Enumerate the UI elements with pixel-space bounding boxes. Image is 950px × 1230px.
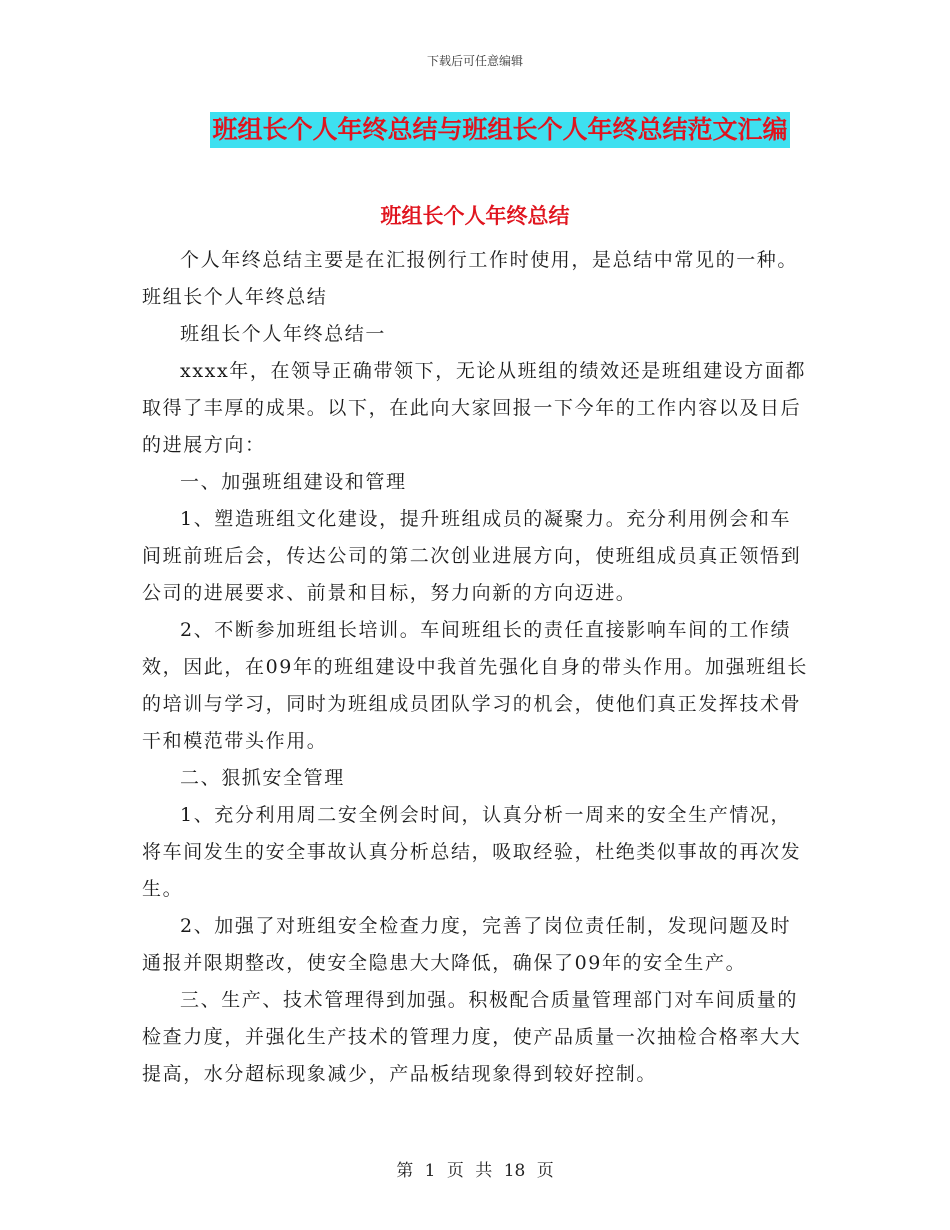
header-note: 下载后可任意编辑 bbox=[426, 54, 523, 68]
document-body bbox=[142, 242, 810, 1093]
paragraph-section-three: 三、生产、技术管理得到加强。积极配合质量管理部门对车间质量的检查力度，并强化生产技术的管理力度，使产品质量一次抽检合格率大大提高，水分超标现象减少，产品板结现象得到较好控制。 bbox=[142, 989, 802, 1085]
paragraph-intro: 个人年终总结主要是在汇报例行工作时使用，是总结中常见的一种。班组长个人年终总结 bbox=[142, 249, 799, 308]
document-title: 班组长个人年终总结与班组长个人年终总结范文汇编 bbox=[210, 112, 789, 148]
paragraph-section-two-heading: 二、狠抓安全管理 bbox=[180, 767, 345, 789]
paragraph-heading-part-one: 班组长个人年终总结一 bbox=[180, 323, 387, 345]
title-container bbox=[0, 112, 950, 148]
paragraph-item: 2、加强了对班组安全检查力度，完善了岗位责任制，发现问题及时通报并限期整改，使安全隐患大大降低，确保了09年的安全生产。 bbox=[142, 915, 792, 974]
paragraph-item: 1、塑造班组文化建设，提升班组成员的凝聚力。充分利用例会和车间班前班后会，传达公司的第二次创业进展方向，使班组成员真正领悟到公司的进展要求、前景和目标，努力向新的方向迈进。 bbox=[142, 508, 802, 604]
paragraph-item: 2、不断参加班组长培训。车间班组长的责任直接影响车间的工作绩效，因此，在09年的班组建设中我首先强化自身的带头作用。加强班组长的培训与学习，同时为班组成员团队学习的机会，使他们真正发挥技术骨干和模范带头作用。 bbox=[142, 619, 808, 752]
paragraph-item: 1、充分利用周二安全例会时间，认真分析一周来的安全生产情况，将车间发生的安全事故认真分析总结，吸取经验，杜绝类似事故的再次发生。 bbox=[142, 804, 802, 900]
paragraph-section-one-heading: 一、加强班组建设和管理 bbox=[180, 471, 407, 493]
section-title: 班组长个人年终总结 bbox=[380, 204, 570, 228]
paragraph-overview: xxxx年，在领导正确带领下，无论从班组的绩效还是班组建设方面都取得了丰厚的成果。以下，在此向大家回报一下今年的工作内容以及日后的进展方向： bbox=[142, 360, 807, 456]
page-number-footer: 第 1 页 共 18 页 bbox=[396, 1161, 554, 1181]
